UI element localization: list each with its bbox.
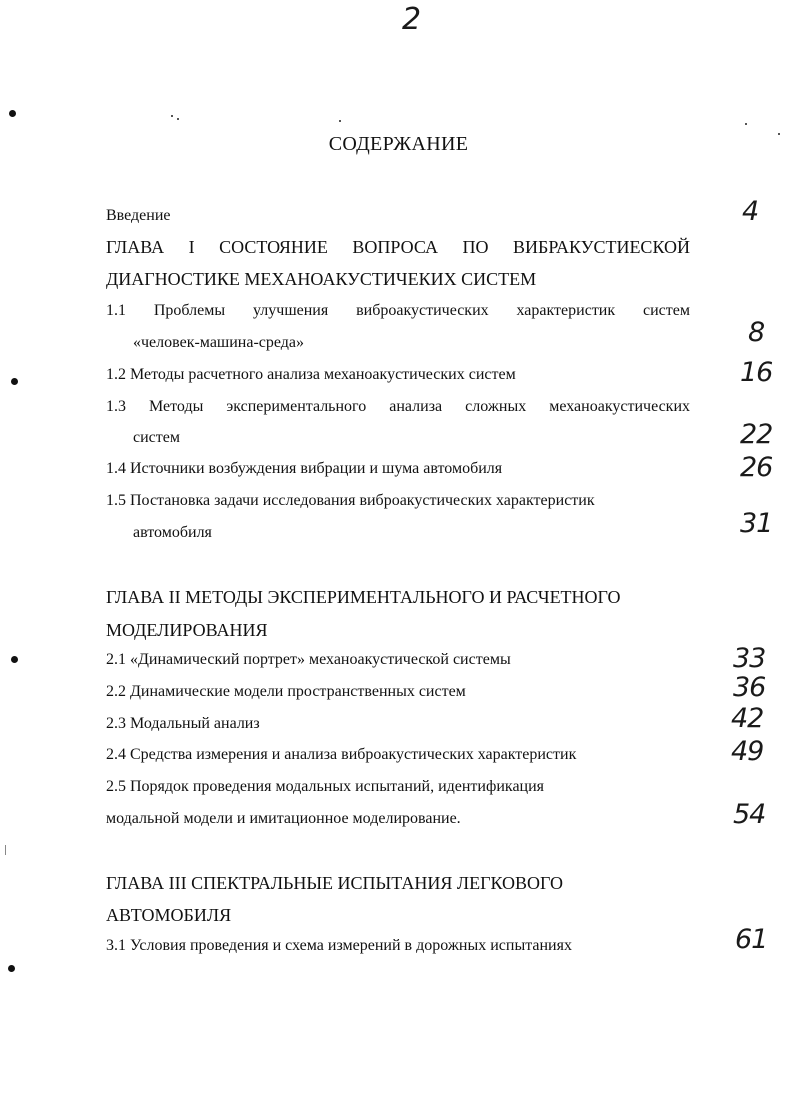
toc-chapter-3-heading: ГЛАВА III СПЕКТРАЛЬНЫЕ ИСПЫТАНИЯ ЛЕГКОВОГО [106, 873, 563, 893]
scan-speck [745, 123, 747, 125]
scan-speck [5, 845, 6, 855]
toc-chapter-3-heading-cont: АВТОМОБИЛЯ [106, 905, 232, 925]
scan-hole-mark [8, 965, 15, 972]
toc-chapter-2-heading: ГЛАВА II МЕТОДЫ ЭКСПЕРИМЕНТАЛЬНОГО И РАСЧЕТНОГО [106, 587, 621, 607]
toc-entry-1-5: 1.5 Постановка задачи исследования виброакустических характеристик [106, 492, 595, 509]
scan-speck [171, 115, 173, 117]
scan-hole-mark [11, 656, 18, 663]
toc-page-1-3: 22 [740, 419, 773, 450]
toc-page-2-2: 36 [733, 672, 766, 703]
scan-speck [339, 120, 341, 122]
toc-page-2-1: 33 [733, 643, 766, 674]
page-title: СОДЕРЖАНИЕ [328, 133, 469, 155]
scan-hole-mark [11, 378, 18, 385]
toc-entry-1-3-cont: систем [133, 429, 180, 446]
toc-page-1-5: 31 [740, 508, 773, 539]
toc-entry-2-5-cont: модальной модели и имитационное моделирование. [106, 810, 461, 827]
scan-speck [177, 118, 179, 120]
toc-entry-2-5: 2.5 Порядок проведения модальных испытаний, идентификация [106, 778, 545, 795]
toc-page-2-4: 49 [731, 736, 764, 767]
toc-entry-intro: Введение [106, 207, 171, 224]
toc-entry-3-1: 3.1 Условия проведения и схема измерений в дорожных испытаниях [106, 937, 572, 954]
toc-page-1-4: 26 [740, 452, 773, 483]
toc-page-2-5: 54 [733, 799, 766, 830]
toc-entry-2-1: 2.1 «Динамический портрет» механоакустической системы [106, 651, 511, 668]
toc-entry-1-1-cont: «человек-машина-среда» [133, 334, 305, 351]
scan-hole-mark [9, 110, 16, 117]
page-number: 2 [402, 2, 421, 37]
toc-chapter-2-heading-cont: МОДЕЛИРОВАНИЯ [106, 620, 268, 640]
toc-entry-1-1: 1.1 Проблемы улучшения виброакустических характеристик систем [106, 302, 690, 319]
toc-entry-2-4: 2.4 Средства измерения и анализа виброакустических характеристик [106, 746, 577, 763]
toc-entry-2-2: 2.2 Динамические модели пространственных систем [106, 683, 466, 700]
toc-chapter-1-heading: ГЛАВА I СОСТОЯНИЕ ВОПРОСА ПО ВИБРАКУСТИЕСКОЙ [106, 237, 690, 257]
toc-entry-1-2: 1.2 Методы расчетного анализа механоакустических систем [106, 366, 516, 383]
toc-entry-1-5-cont: автомобиля [133, 524, 212, 541]
toc-chapter-1-heading-cont: ДИАГНОСТИКЕ МЕХАНОАКУСТИЧЕКИХ СИСТЕМ [106, 269, 537, 289]
toc-entry-1-4: 1.4 Источники возбуждения вибрации и шума автомобиля [106, 460, 503, 477]
toc-page-3-1: 61 [735, 924, 768, 955]
toc-entry-1-3: 1.3 Методы экспериментального анализа сложных механоакустических [106, 398, 690, 415]
toc-page-1-1: 8 [748, 317, 765, 348]
toc-page-2-3: 42 [731, 703, 764, 734]
toc-page-intro: 4 [742, 196, 759, 227]
toc-page-1-2: 16 [740, 357, 773, 388]
toc-entry-2-3: 2.3 Модальный анализ [106, 715, 260, 732]
